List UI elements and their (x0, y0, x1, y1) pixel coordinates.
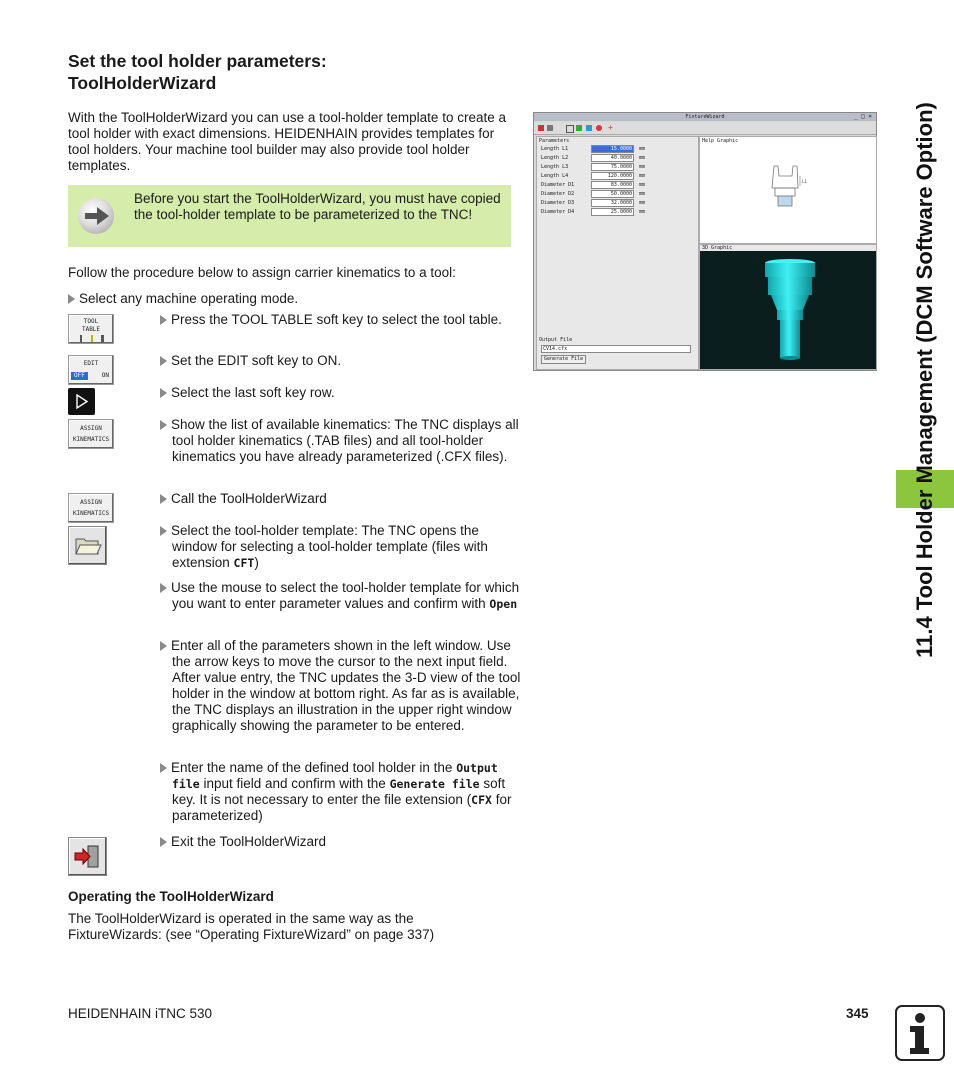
assign-kinematics-softkey-2[interactable] (68, 493, 114, 523)
green-icon[interactable] (576, 125, 582, 131)
step-show-kinematics: Show the list of available kinematics: The TNC displays all tool holder kinematics (.TAB files) and all tool-holder kinematics you have already parameterized (.CFX files). (160, 417, 524, 465)
follow-text: Follow the procedure below to assign carrier kinematics to a tool: (68, 265, 456, 280)
parameter-value-input[interactable]: 120.0000 (591, 172, 634, 180)
parameter-label: Diameter D4 (541, 209, 575, 215)
parameter-unit: mm (639, 155, 646, 161)
parameter-row (541, 182, 691, 189)
bullet-triangle-icon (160, 526, 167, 536)
parameter-row (541, 155, 691, 162)
parameter-label: Diameter D3 (541, 200, 575, 206)
edit-on-state: ON (101, 372, 109, 379)
help-graphic-title: Help Graphic (702, 138, 739, 144)
softkey-label: TABLE (81, 326, 101, 333)
parameter-row (541, 191, 691, 198)
exit-wizard-button[interactable] (68, 837, 107, 876)
info-icon (895, 1005, 945, 1061)
zoom-icon[interactable] (586, 125, 592, 131)
bullet-triangle-icon (68, 294, 75, 304)
parameter-row (541, 164, 691, 171)
arrow-right-icon (78, 198, 114, 234)
step-select-mode: Select any machine operating mode. (68, 291, 513, 307)
parameter-row (541, 209, 691, 216)
edit-softkey[interactable] (68, 355, 114, 385)
parameter-row (541, 200, 691, 207)
view-icon[interactable] (566, 125, 574, 133)
tool-holder-3d-model-icon (755, 255, 825, 365)
tool-icons-icon (71, 334, 111, 342)
note-text: Before you start the ToolHolderWizard, you must have copied the tool-holder template to be parameterized to the TNC! (134, 191, 501, 222)
save-icon[interactable] (547, 125, 553, 131)
parameter-row (541, 173, 691, 180)
output-file-label: Output File (539, 337, 573, 343)
operating-heading: Operating the ToolHolderWizard (68, 889, 274, 904)
parameter-label: Length L1 (541, 146, 569, 152)
parameter-unit: mm (639, 164, 646, 170)
folder-open-icon (69, 527, 106, 564)
step-last-row: Select the last soft key row. (160, 385, 524, 401)
parameter-value-input[interactable]: 50.0000 (591, 190, 634, 198)
fixturewizard-screenshot (533, 112, 877, 371)
footer-brand: HEIDENHAIN iTNC 530 (68, 1006, 213, 1021)
bullet-triangle-icon (160, 315, 167, 325)
parameter-value-input[interactable]: 75.0000 (591, 163, 634, 171)
parameter-value-input[interactable]: 83.0000 (591, 181, 634, 189)
svg-text:L1: L1 (802, 179, 807, 184)
window-title: FixtureWizard (685, 114, 725, 120)
parameter-label: Length L2 (541, 155, 569, 161)
softkey-label: ASSIGN (80, 499, 102, 506)
exit-door-icon (69, 838, 106, 875)
intro-paragraph: With the ToolHolderWizard you can use a tool-holder template to create a tool holder with exact dimensions. HEIDENHAIN provides templates for tool holders. Your machine tool builder may also provide tool holder templates. (68, 110, 506, 173)
parameter-unit: mm (639, 209, 646, 215)
bullet-triangle-icon (160, 583, 167, 593)
parameter-label: Length L4 (541, 173, 569, 179)
title-line-1: Set the tool holder parameters: (68, 51, 327, 71)
parameter-row (541, 146, 691, 153)
parameter-unit: mm (639, 191, 646, 197)
softkey-label: KINEMATICS (72, 510, 110, 517)
step-output-file: Enter the name of the defined tool holder in the Output file input field and confirm with the Generate file soft key. It is not necessary to enter the file extension (CFX for parameterized) (160, 760, 524, 824)
chapter-sidebar-title: 11.4 Tool Holder Management (DCM Software Option) (912, 102, 937, 658)
next-softkey-row-key[interactable] (68, 388, 95, 415)
step-tool-table: Press the TOOL TABLE soft key to select the tool table. (160, 312, 524, 328)
step-select-template: Select the tool-holder template: The TNC opens the window for selecting a tool-holder template (files with extension CFT) (160, 523, 524, 571)
softkey-label: EDIT (83, 360, 99, 367)
softkey-label: ASSIGN (80, 425, 102, 432)
parameter-value-input[interactable]: 15.0000 (591, 145, 634, 153)
step-enter-parameters: Enter all of the parameters shown in the left window. Use the arrow keys to move the cursor to the next input field. After value entry, the TNC updates the 3-D view of the tool holder in the window at bottom right. As far as is available, the TNC displays an illustration in the upper right window graphically showing the parameter to be entered. (160, 638, 524, 734)
output-file-input[interactable]: CV14.cfx (541, 345, 691, 353)
page-number: 345 (846, 1006, 869, 1021)
parameter-unit: mm (639, 200, 646, 206)
parameter-unit: mm (639, 146, 646, 152)
window-controls-icon[interactable]: _ □ × (853, 113, 872, 120)
parameters-title: Parameters (539, 138, 570, 144)
parameter-value-input[interactable]: 25.0000 (591, 208, 634, 216)
help-graphic-panel (699, 136, 877, 244)
parameter-unit: mm (639, 182, 646, 188)
step-mouse-select: Use the mouse to select the tool-holder template for which you want to enter parameter values and confirm with Open (160, 580, 524, 612)
exit-icon[interactable] (538, 125, 544, 131)
softkey-label: KINEMATICS (72, 436, 110, 443)
generate-file-button[interactable]: Generate File (541, 355, 586, 364)
parameter-label: Length L3 (541, 164, 569, 170)
bullet-triangle-icon (160, 837, 167, 847)
page-title (68, 50, 327, 94)
bullet-triangle-icon (160, 356, 167, 366)
parameter-value-input[interactable]: 40.0000 (591, 154, 634, 162)
3d-graphic-panel (699, 244, 877, 370)
window-titlebar (534, 113, 876, 121)
parameter-label: Diameter D1 (541, 182, 575, 188)
note-box (68, 185, 511, 247)
open-folder-button[interactable] (68, 526, 107, 565)
parameter-value-input[interactable]: 32.0000 (591, 199, 634, 207)
tool-holder-diagram-icon (760, 162, 810, 212)
triangle-right-icon (68, 388, 95, 415)
toolbar (534, 122, 876, 135)
softkey-label: TOOL (83, 318, 99, 325)
bullet-triangle-icon (160, 420, 167, 430)
bullet-triangle-icon (160, 388, 167, 398)
record-icon[interactable] (596, 125, 602, 131)
title-line-2: ToolHolderWizard (68, 73, 217, 93)
3d-graphic-title: 3D Graphic (702, 245, 733, 251)
assign-kinematics-softkey[interactable] (68, 419, 114, 449)
parameter-unit: mm (639, 173, 646, 179)
step-edit-on: Set the EDIT soft key to ON. (160, 353, 524, 369)
crosshair-icon[interactable]: + (608, 123, 613, 132)
step-call-wizard: Call the ToolHolderWizard (160, 491, 524, 507)
tool-table-softkey[interactable] (68, 314, 114, 344)
bullet-triangle-icon (160, 763, 167, 773)
parameter-label: Diameter D2 (541, 191, 575, 197)
edit-off-state: OFF (71, 372, 88, 380)
parameters-panel (536, 136, 699, 370)
step-exit-wizard: Exit the ToolHolderWizard (160, 834, 524, 850)
operating-text: The ToolHolderWizard is operated in the same way as the FixtureWizards: (see “Operating FixtureWizard” on page 337) (68, 911, 435, 942)
bullet-triangle-icon (160, 641, 167, 651)
bullet-triangle-icon (160, 494, 167, 504)
